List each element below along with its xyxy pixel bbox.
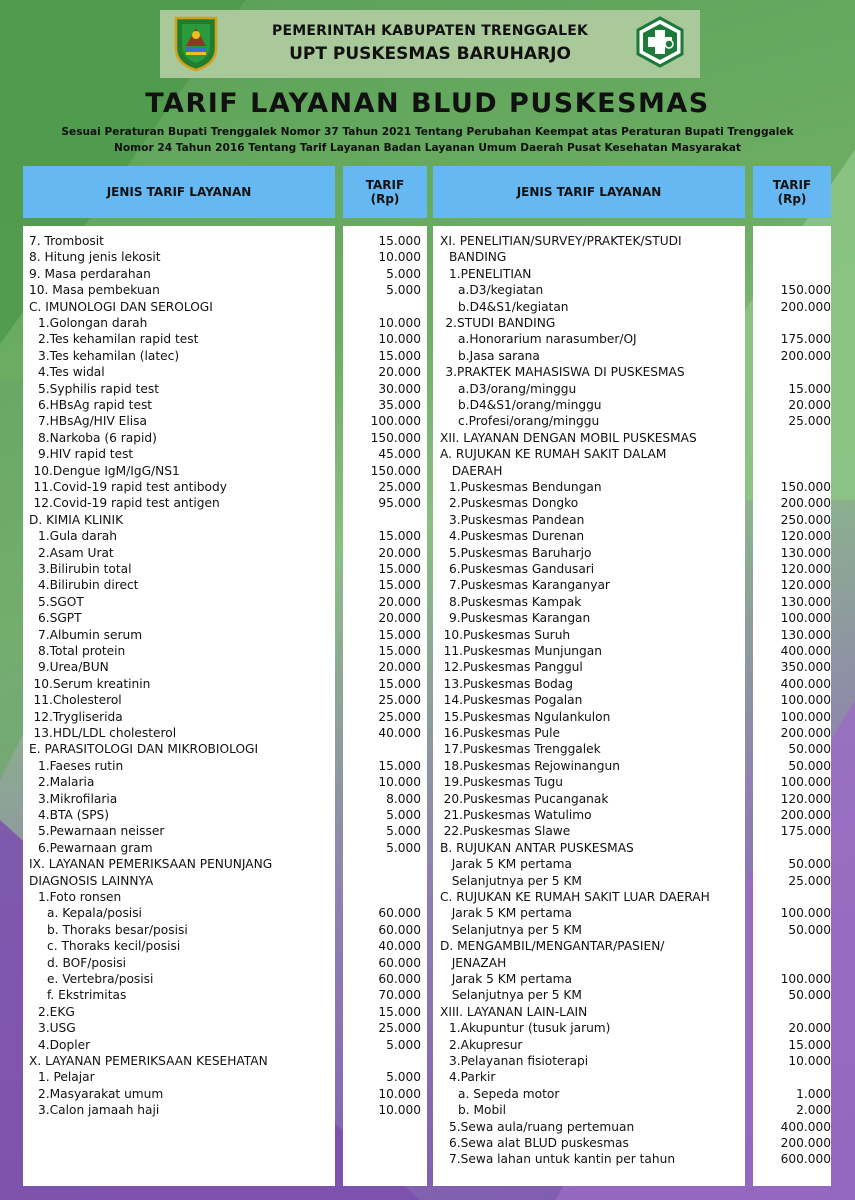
table-row-tarif: 10.000 [378, 250, 421, 265]
table-row-tarif: 25.000 [378, 693, 421, 708]
table-row-tarif: 15.000 [378, 758, 421, 773]
table-row-label: A. RUJUKAN KE RUMAH SAKIT DALAM [440, 447, 667, 462]
table-row-tarif: 50.000 [788, 922, 831, 937]
table-row-tarif: 100.000 [780, 775, 831, 790]
subtitle-line-1: Sesuai Peraturan Bupati Trenggalek Nomor 37 Tahun 2021 Tentang Perubahan Keempat atas Peraturan Bupati Trenggalek [61, 126, 794, 138]
table-row-label: 6.Pewarnaan gram [38, 840, 153, 855]
table-row-tarif: 10.000 [378, 332, 421, 347]
left-tarif-header-line1: TARIF [365, 178, 405, 192]
table-row-tarif: 130.000 [780, 594, 831, 609]
table-row-label: 4.Parkir [449, 1070, 496, 1085]
table-row-tarif: 10.000 [378, 1086, 421, 1101]
table-row-tarif: 70.000 [378, 988, 421, 1003]
table-row-tarif: 100.000 [780, 611, 831, 626]
table-row-tarif: 150.000 [780, 283, 831, 298]
table-row-tarif: 15.000 [378, 1004, 421, 1019]
puskesmas-name: UPT PUSKESMAS BARUHARJO [289, 44, 571, 64]
table-row-label: C. RUJUKAN KE RUMAH SAKIT LUAR DAERAH [440, 890, 710, 904]
table-row-label: 2.Masyarakat umum [38, 1086, 164, 1101]
table-row-label: a.Honorarium narasumber/OJ [458, 332, 637, 347]
table-row-tarif: 100.000 [780, 972, 831, 986]
table-row-tarif: 1.000 [796, 1086, 831, 1101]
table-row-label: 2.Malaria [38, 775, 95, 790]
table-row-label: JENAZAH [451, 955, 507, 970]
table-row-label: 11.Puskesmas Munjungan [443, 644, 602, 658]
table-row-tarif: 50.000 [788, 742, 831, 757]
table-row-tarif: 5.000 [386, 840, 421, 855]
table-row-label: a.D3/kegiatan [458, 283, 544, 298]
table-row-tarif: 100.000 [780, 709, 831, 724]
table-row-tarif: 150.000 [780, 480, 831, 494]
table-row-label: 22.Puskesmas Slawe [443, 824, 571, 839]
table-row-tarif: 10.000 [378, 1103, 421, 1118]
table-row-tarif: 120.000 [780, 529, 831, 544]
table-row-label: BANDING [449, 250, 507, 265]
table-row-tarif: 5.000 [386, 266, 421, 281]
table-row-label: 2.Akupresur [449, 1037, 523, 1052]
table-row-label: 11.Cholesterol [33, 693, 122, 708]
table-row-label: 1.Foto ronsen [38, 890, 122, 904]
page-title: TARIF LAYANAN BLUD PUSKESMAS [145, 88, 710, 119]
table-row-label: 11.Covid-19 rapid test antibody [33, 480, 227, 494]
table-row-tarif: 120.000 [780, 791, 831, 806]
table-row-label: 1.PENELITIAN [449, 266, 532, 281]
table-row-label: 12.Puskesmas Panggul [443, 660, 583, 675]
table-row-tarif: 5.000 [386, 1070, 421, 1085]
table-row-label: 7.Albumin serum [38, 627, 143, 642]
table-row-label: Jarak 5 KM pertama [451, 857, 573, 872]
table-row-tarif: 600.000 [780, 1152, 831, 1167]
table-row-label: 12.Covid-19 rapid test antigen [33, 496, 220, 511]
table-row-label: 6.Puskesmas Gandusari [449, 562, 595, 576]
table-row-tarif: 35.000 [378, 398, 421, 412]
table-row-label: 5.Sewa aula/ruang pertemuan [449, 1119, 635, 1134]
table-row-tarif: 5.000 [386, 1037, 421, 1052]
table-row-label: b.D4&S1/orang/minggu [458, 398, 602, 412]
table-row-tarif: 15.000 [378, 348, 421, 363]
table-row-label: B. RUJUKAN ANTAR PUSKESMAS [440, 840, 634, 855]
table-row-tarif: 60.000 [378, 972, 421, 986]
table-row-label: 3.Tes kehamilan (latec) [38, 348, 180, 363]
table-row-tarif: 120.000 [780, 578, 831, 593]
table-row-tarif: 10.000 [378, 316, 421, 330]
left-service-header-label: JENIS TARIF LAYANAN [106, 185, 252, 199]
table-row-label: Jarak 5 KM pertama [451, 906, 573, 921]
table-row-label: 7.Sewa lahan untuk kantin per tahun [449, 1152, 676, 1167]
table-row-label: D. MENGAMBIL/MENGANTAR/PASIEN/ [440, 939, 665, 954]
table-row-label: 7. Trombosit [29, 234, 104, 248]
table-row-tarif: 60.000 [378, 955, 421, 970]
left-service-header [23, 166, 335, 218]
table-row-label: 3.Bilirubin total [38, 562, 132, 576]
table-row-label: 2.Tes kehamilan rapid test [38, 332, 199, 347]
table-row-tarif: 60.000 [378, 922, 421, 937]
table-row-label: 5.Puskesmas Baruharjo [449, 545, 592, 560]
table-row-tarif: 25.000 [378, 709, 421, 724]
left-tarif-header-line2: (Rp) [370, 192, 400, 206]
table-row-label: b. Mobil [458, 1103, 506, 1118]
table-row-tarif: 400.000 [780, 644, 831, 658]
table-row-tarif: 100.000 [780, 906, 831, 921]
table-row-label: 1.Puskesmas Bendungan [449, 480, 602, 494]
table-row-tarif: 50.000 [788, 758, 831, 773]
table-row-tarif: 150.000 [370, 430, 421, 445]
table-row-label: D. KIMIA KLINIK [29, 512, 124, 527]
table-row-label: 4.BTA (SPS) [38, 808, 110, 822]
table-row-tarif: 2.000 [796, 1103, 831, 1118]
trenggalek-emblem-icon [172, 14, 220, 72]
table-row-tarif: 15.000 [378, 562, 421, 576]
table-row-tarif: 175.000 [780, 824, 831, 839]
table-row-label: 7.Puskesmas Karanganyar [449, 578, 610, 593]
table-row-label: f. Ekstrimitas [47, 988, 127, 1003]
table-row-tarif: 15.000 [378, 529, 421, 544]
table-row-tarif: 20.000 [378, 594, 421, 609]
table-row-label: 10.Puskesmas Suruh [443, 627, 571, 642]
table-row-tarif: 30.000 [378, 381, 421, 396]
table-row-label: 2.Puskesmas Dongko [449, 496, 579, 511]
table-row-label: 4.Puskesmas Durenan [449, 529, 585, 544]
table-row-label: 3.USG [38, 1021, 76, 1036]
table-row-tarif: 45.000 [378, 447, 421, 462]
table-row-tarif: 40.000 [378, 939, 421, 954]
table-row-tarif: 5.000 [386, 808, 421, 822]
table-row-tarif: 15.000 [378, 234, 421, 248]
table-row-label: 3.Pelayanan fisioterapi [449, 1054, 589, 1068]
table-row-label: 13.HDL/LDL cholesterol [33, 726, 177, 740]
table-row-tarif: 130.000 [780, 545, 831, 560]
right-service-header [433, 166, 745, 218]
table-row-label: 10.Dengue IgM/IgG/NS1 [33, 463, 180, 478]
right-tarif-header-line2: (Rp) [777, 192, 807, 206]
table-row-label: XI. PENELITIAN/SURVEY/PRAKTEK/STUDI [440, 234, 682, 248]
table-row-label: 5.Syphilis rapid test [38, 381, 160, 396]
subtitle-line-2: Nomor 24 Tahun 2016 Tentang Tarif Layanan Badan Layanan Umum Daerah Pusat Kesehatan Masyarakat [114, 142, 741, 154]
table-row-tarif: 95.000 [378, 496, 421, 511]
table-row-tarif: 20.000 [378, 545, 421, 560]
table-row-label: 6.Sewa alat BLUD puskesmas [449, 1136, 629, 1150]
table-row-tarif: 100.000 [370, 414, 421, 429]
table-row-label: 3.Mikrofilaria [38, 791, 118, 806]
table-row-tarif: 200.000 [780, 726, 831, 740]
table-row-tarif: 200.000 [780, 496, 831, 511]
table-row-tarif: 400.000 [780, 1119, 831, 1134]
table-row-label: C. IMUNOLOGI DAN SEROLOGI [29, 299, 213, 314]
table-row-label: 6.HBsAg rapid test [38, 398, 153, 412]
table-row-label: a. Sepeda motor [458, 1086, 560, 1101]
table-row-label: 14.Puskesmas Pogalan [443, 693, 583, 708]
header-banner [160, 10, 700, 78]
table-row-tarif: 20.000 [378, 611, 421, 626]
table-row-tarif: 60.000 [378, 906, 421, 921]
table-row-label: 1. Pelajar [38, 1070, 95, 1085]
table-row-label: 4.Tes widal [38, 365, 105, 380]
table-row-label: 19.Puskesmas Tugu [443, 775, 563, 790]
table-row-label: 9.Urea/BUN [38, 660, 109, 675]
table-row-tarif: 130.000 [780, 627, 831, 642]
table-row-tarif: 25.000 [788, 414, 831, 429]
table-row-label: 1.Akupuntur (tusuk jarum) [449, 1021, 611, 1036]
table-row-label: c.Profesi/orang/minggu [458, 414, 600, 429]
table-row-tarif: 40.000 [378, 726, 421, 740]
puskesmas-logo-icon [634, 16, 686, 68]
left-tarif-header [343, 166, 427, 218]
table-row-label: 12.Trygliserida [33, 709, 123, 724]
table-row-label: DAERAH [451, 463, 503, 478]
table-row-tarif: 200.000 [780, 1136, 831, 1150]
table-row-label: 9. Masa perdarahan [29, 266, 151, 281]
table-row-label: 3.Puskesmas Pandean [449, 512, 585, 527]
table-row-label: 2.Asam Urat [38, 545, 114, 560]
table-row-tarif: 5.000 [386, 824, 421, 839]
table-row-label: Jarak 5 KM pertama [451, 972, 573, 986]
table-row-label: X. LAYANAN PEMERIKSAAN KESEHATAN [29, 1054, 268, 1068]
table-row-label: b.D4&S1/kegiatan [458, 299, 569, 314]
table-row-tarif: 25.000 [788, 873, 831, 888]
table-row-tarif: 20.000 [788, 398, 831, 412]
table-row-label: 9.HIV rapid test [38, 447, 134, 462]
table-row-label: 8.Puskesmas Kampak [449, 594, 582, 609]
table-row-tarif: 20.000 [378, 660, 421, 675]
table-row-tarif: 15.000 [788, 1037, 831, 1052]
table-row-tarif: 100.000 [780, 693, 831, 708]
government-name: PEMERINTAH KABUPATEN TRENGGALEK [271, 23, 589, 39]
table-row-tarif: 15.000 [378, 578, 421, 593]
table-row-label: 7.HBsAg/HIV Elisa [38, 414, 147, 429]
table-row-label: 4.Dopler [38, 1037, 91, 1052]
table-row-tarif: 15.000 [378, 644, 421, 658]
table-row-tarif: 25.000 [378, 1021, 421, 1036]
table-row-tarif: 350.000 [780, 660, 831, 675]
table-row-tarif: 10.000 [788, 1054, 831, 1068]
table-row-label: 6.SGPT [38, 611, 82, 626]
table-row-tarif: 50.000 [788, 988, 831, 1003]
table-row-label: 3.PRAKTEK MAHASISWA DI PUSKESMAS [445, 365, 685, 380]
table-row-tarif: 50.000 [788, 857, 831, 872]
table-row-label: b.Jasa sarana [458, 348, 540, 363]
right-tarif-header [753, 166, 831, 218]
right-service-header-label: JENIS TARIF LAYANAN [516, 185, 662, 199]
table-row-tarif: 20.000 [788, 1021, 831, 1036]
table-row-tarif: 400.000 [780, 676, 831, 691]
table-row-tarif: 200.000 [780, 808, 831, 822]
table-row-tarif: 10.000 [378, 775, 421, 790]
table-row-label: 1.Gula darah [38, 529, 117, 544]
table-row-label: a. Kepala/posisi [47, 906, 142, 921]
table-row-label: XIII. LAYANAN LAIN-LAIN [440, 1004, 588, 1019]
table-row-tarif: 15.000 [378, 627, 421, 642]
table-row-label: 1.Golongan darah [38, 316, 148, 330]
table-row-label: Selanjutnya per 5 KM [451, 922, 582, 937]
table-row-label: 1.Faeses rutin [38, 758, 124, 773]
table-row-label: 8.Total protein [38, 644, 126, 658]
table-row-tarif: 25.000 [378, 480, 421, 494]
table-row-label: 3.Calon jamaah haji [38, 1103, 160, 1118]
table-row-label: 10. Masa pembekuan [29, 283, 160, 298]
table-row-label: 2.STUDI BANDING [445, 316, 556, 330]
table-row-label: 8. Hitung jenis lekosit [29, 250, 161, 265]
table-row-label: 13.Puskesmas Bodag [443, 676, 573, 691]
table-row-tarif: 200.000 [780, 299, 831, 314]
table-row-label: 5.SGOT [38, 594, 84, 609]
regulation-subtitle [40, 124, 815, 156]
table-row-label: 2.EKG [38, 1004, 75, 1019]
table-row-label: d. BOF/posisi [47, 955, 127, 970]
table-row-label: 10.Serum kreatinin [33, 676, 151, 691]
table-row-label: DIAGNOSIS LAINNYA [29, 873, 154, 888]
table-row-label: Selanjutnya per 5 KM [451, 988, 582, 1003]
table-row-tarif: 250.000 [780, 512, 831, 527]
table-row-label: b. Thoraks besar/posisi [47, 922, 188, 937]
table-row-label: 17.Puskesmas Trenggalek [443, 742, 601, 757]
table-row-label: 15.Puskesmas Ngulankulon [443, 709, 611, 724]
table-row-label: 16.Puskesmas Pule [443, 726, 560, 740]
table-row-tarif: 8.000 [386, 791, 421, 806]
table-row-tarif: 120.000 [780, 562, 831, 576]
table-row-label: XII. LAYANAN DENGAN MOBIL PUSKESMAS [440, 430, 697, 445]
table-row-label: 20.Puskesmas Pucanganak [443, 791, 609, 806]
table-row-tarif: 15.000 [788, 381, 831, 396]
table-row-tarif: 200.000 [780, 348, 831, 363]
table-row-label: 5.Pewarnaan neisser [38, 824, 165, 839]
table-row-label: 21.Puskesmas Watulimo [443, 808, 592, 822]
table-row-label: 8.Narkoba (6 rapid) [38, 430, 157, 445]
table-row-tarif: 5.000 [386, 283, 421, 298]
table-row-tarif: 150.000 [370, 463, 421, 478]
table-row-label: 9.Puskesmas Karangan [449, 611, 591, 626]
table-row-label: IX. LAYANAN PEMERIKSAAN PENUNJANG [29, 857, 273, 872]
table-row-tarif: 20.000 [378, 365, 421, 380]
table-row-tarif: 15.000 [378, 676, 421, 691]
table-row-label: c. Thoraks kecil/posisi [47, 939, 181, 954]
table-row-label: a.D3/orang/minggu [458, 381, 577, 396]
table-row-label: e. Vertebra/posisi [47, 972, 154, 986]
table-row-label: E. PARASITOLOGI DAN MIKROBIOLOGI [29, 742, 259, 757]
right-tarif-header-line1: TARIF [772, 178, 812, 192]
table-row-label: Selanjutnya per 5 KM [451, 873, 582, 888]
table-row-tarif: 175.000 [780, 332, 831, 347]
table-row-label: 18.Puskesmas Rejowinangun [443, 758, 620, 773]
table-row-label: 4.Bilirubin direct [38, 578, 139, 593]
